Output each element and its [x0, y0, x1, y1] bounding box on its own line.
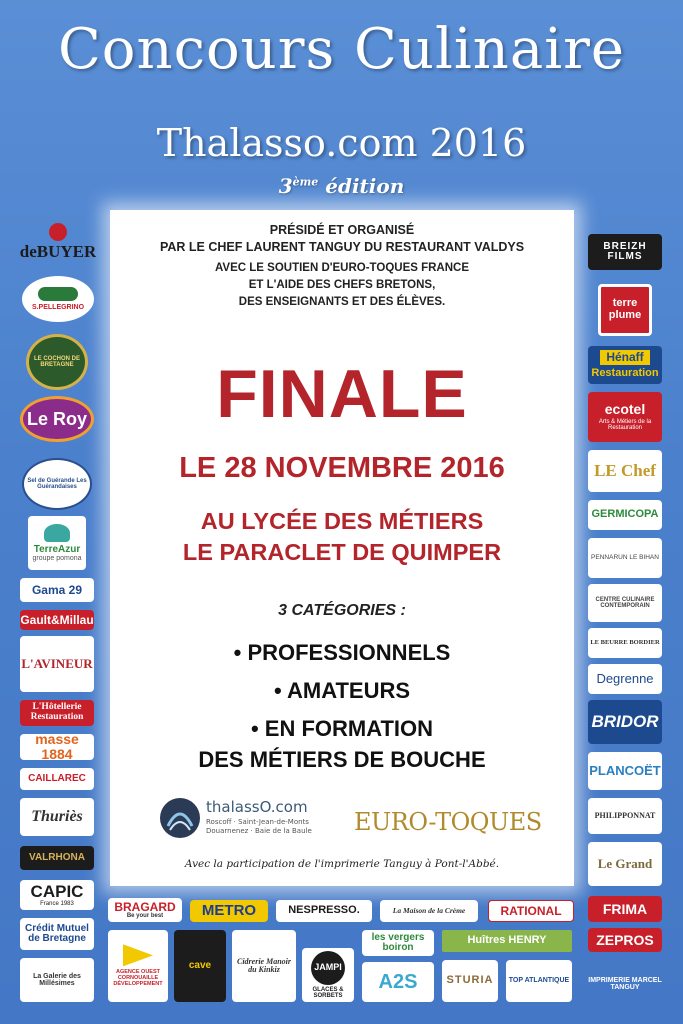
- sponsor-jampi: JAMPI GLACES & SORBETS: [302, 948, 354, 1002]
- sponsor-metro: METRO: [190, 900, 268, 922]
- sponsor-bordier: LE BEURRE BORDIER: [588, 628, 662, 658]
- venue-line: LE PARACLET DE QUIMPER: [182, 539, 502, 565]
- sponsor-lechef: LE Chef: [588, 450, 662, 492]
- sponsor-pennarun: PENNARUN LE BIHAN: [588, 538, 662, 578]
- sponsor-centreculinaire: CENTRE CULINAIRE CONTEMPORAIN: [588, 584, 662, 622]
- venue-line: AU LYCÉE DES MÉTIERS: [200, 508, 484, 534]
- sponsor-terreplume: terre plume: [598, 284, 652, 336]
- sponsor-pellegrino: S.PELLEGRINO: [22, 276, 94, 322]
- sponsor-valrhona: VALRHONA: [20, 846, 94, 870]
- sponsor-breizhfilms: BREIZH FILMS: [588, 234, 662, 270]
- sponsor-debuyer: deBUYER: [20, 222, 96, 262]
- sponsor-sel: Sel de Guérande Les Guérandaises: [22, 458, 92, 510]
- category-item: DES MÉTIERS DE BOUCHE: [198, 747, 486, 772]
- intro-line: PAR LE CHEF LAURENT TANGUY DU RESTAURANT VALDYS: [159, 240, 525, 254]
- thalasso-places: Roscoff · Saint-Jean-de-Monts: [206, 818, 309, 826]
- sponsor-masse: masse 1884: [20, 734, 94, 760]
- terreazur-leaf-icon: [44, 524, 70, 542]
- sponsor-gaultmillau: Gault&Millau: [20, 610, 94, 630]
- sponsor-degrenne: Degrenne: [588, 664, 662, 694]
- sponsor-bridor: BRIDOR: [588, 700, 662, 744]
- sponsor-topatlantique: TOP ATLANTIQUE: [506, 960, 572, 1002]
- agence-icon: [123, 944, 153, 966]
- category-item: • PROFESSIONNELS: [233, 640, 451, 665]
- sponsor-ecotel: ecotel Arts & Métiers de la Restauration: [588, 392, 662, 442]
- intro-text: [110, 222, 574, 311]
- sponsor-maisoncreme: La Maison de la Crème: [380, 900, 478, 922]
- sponsor-huitres: Huîtres HENRY: [442, 930, 572, 952]
- intro-line: DES ENSEIGNANTS ET DES ÉLÈVES.: [238, 296, 446, 308]
- jampi-icon: JAMPI: [311, 951, 345, 985]
- sponsor-rational: RATIONAL: [488, 900, 574, 922]
- sponsor-zepros: ZEPROS: [588, 928, 662, 952]
- category-item: • EN FORMATION: [250, 716, 434, 741]
- edition-label: 3ème édition: [278, 174, 405, 198]
- thalasso-emblem-icon: [158, 796, 202, 840]
- pellegrino-badge-icon: [38, 287, 78, 301]
- sponsor-capic: CAPIC France 1983: [20, 880, 94, 910]
- thalasso-name: thalassO.com: [206, 798, 308, 816]
- sponsor-imprimerie: IMPRIMERIE MARCEL TANGUY: [588, 976, 662, 991]
- eurotoques-logo: EURO-TOQUES: [354, 808, 542, 836]
- sponsor-nespresso: NESPRESSO.: [276, 900, 372, 922]
- sponsor-creditmutuel: Crédit Mutuel de Bretagne: [20, 918, 94, 950]
- sponsor-philipponnat: PHILIPPONNAT: [588, 798, 662, 834]
- sponsor-henaff: Hénaff Restauration: [588, 346, 662, 384]
- poster-subtitle: Thalasso.com 2016: [156, 121, 527, 165]
- sponsor-caillarec: CAILLAREC: [20, 768, 94, 790]
- intro-line: ET L'AIDE DES CHEFS BRETONS,: [248, 279, 436, 291]
- sponsor-plancoet: PLANCOËT: [588, 752, 662, 790]
- printer-note: Avec la participation de l'imprimerie Tanguy à Pont-l'Abbé.: [184, 858, 500, 870]
- category-item: • AMATEURS: [273, 678, 411, 703]
- sponsor-frima: FRIMA: [588, 896, 662, 922]
- poster-title: Concours Culinaire: [57, 17, 626, 82]
- sponsor-cochon: LE COCHON DE BRETAGNE: [26, 334, 88, 390]
- sponsor-terreazur: TerreAzur groupe pomona: [28, 516, 86, 570]
- sponsor-legrand: Le Grand: [588, 842, 662, 886]
- sponsor-thuries: Thuriès: [20, 798, 94, 836]
- thalasso-logo: [158, 796, 312, 840]
- sponsor-avineur: L'AVINEUR: [20, 636, 94, 692]
- debuyer-icon: [49, 223, 67, 241]
- sponsor-leroy: Le Roy: [20, 396, 94, 442]
- intro-line: PRÉSIDÉ ET ORGANISÉ: [269, 223, 415, 237]
- sponsor-gama29: Gama 29: [20, 578, 94, 602]
- thalasso-places: Douarnenez · Baie de la Baule: [206, 827, 312, 835]
- sponsor-agence: AGENCE OUEST CORNOUAILLE DÉVELOPPEMENT: [108, 930, 168, 1002]
- event-venue: [110, 506, 574, 568]
- sponsor-hotellerie: L'Hôtellerie Restauration: [20, 700, 94, 726]
- sponsor-sturia: STURIA: [442, 960, 498, 1002]
- sponsor-cidrerie: Cidrerie Manoir du Kinkiz: [232, 930, 296, 1002]
- intro-line: AVEC LE SOUTIEN D'EURO-TOQUES FRANCE: [214, 262, 470, 274]
- main-panel: [110, 210, 574, 886]
- sponsor-germicopa: GERMICOPA: [588, 500, 662, 530]
- categories-title: 3 CATÉGORIES :: [278, 602, 406, 619]
- event-date: LE 28 NOVEMBRE 2016: [179, 452, 505, 484]
- sponsor-boiron: les vergers boiron: [362, 930, 434, 956]
- sponsor-galerie: La Galerie des Millésimes: [20, 958, 94, 1002]
- sponsor-cave: cave: [174, 930, 226, 1002]
- finale-heading: FINALE: [216, 356, 468, 432]
- sponsor-bragard: BRAGARD Be your best: [108, 898, 182, 922]
- sponsor-a2s: A2S: [362, 962, 434, 1002]
